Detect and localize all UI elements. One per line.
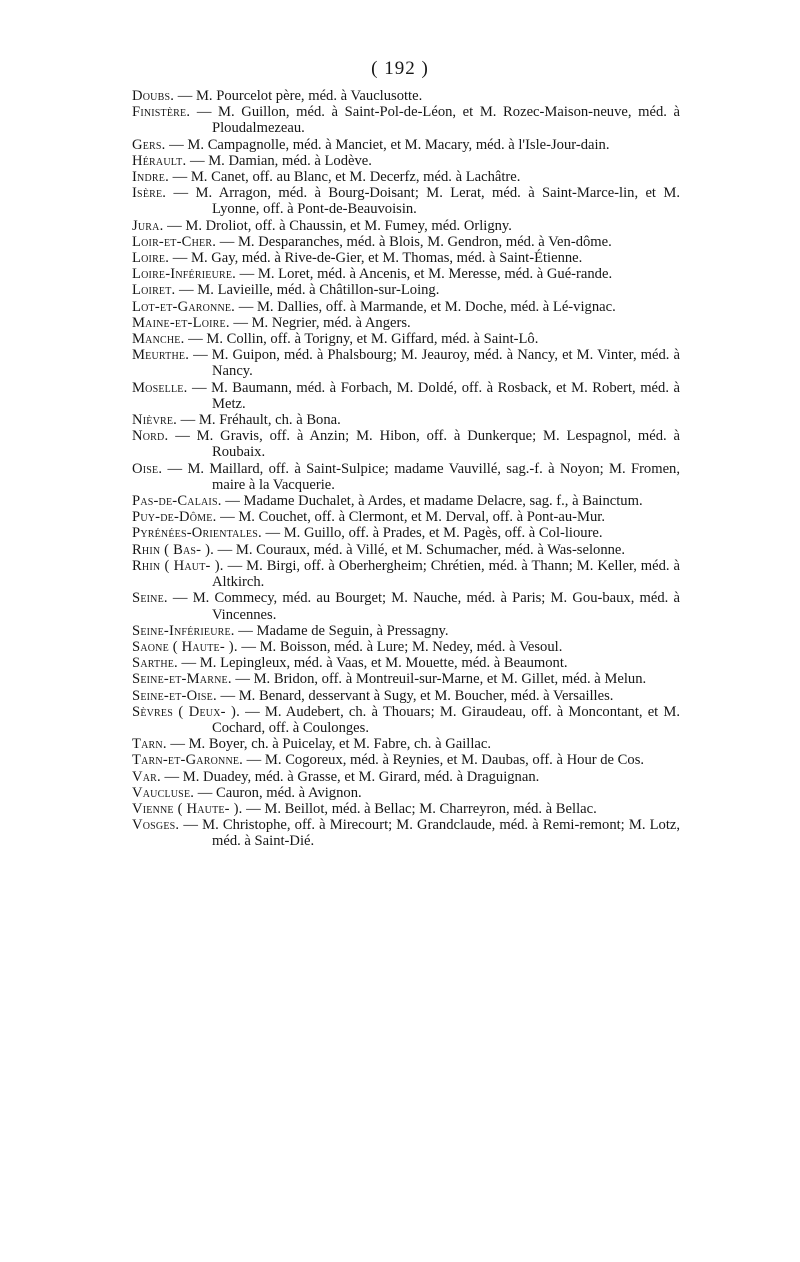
- entry-text: — M. Cogoreux, méd. à Reynies, et M. Daubas, off. à Hour de Cos.: [243, 752, 645, 769]
- department-name: Var.: [132, 768, 161, 785]
- entry-text: — M. Arragon, méd. à Bourg-Doisant; M. Lerat, méd. à Saint-Marce-lin, et M. Lyonne, off. à Pont-de-Beauvoisin.: [166, 185, 680, 218]
- list-item: [132, 234, 680, 250]
- department-name: Vaucluse.: [132, 784, 195, 801]
- department-name: Loire-Inférieure.: [132, 266, 237, 283]
- department-name: Tarn.: [132, 736, 167, 753]
- list-item: [132, 493, 680, 509]
- entry-text: — M. Gay, méd. à Rive-de-Gier, et M. Thomas, méd. à Saint-Étienne.: [169, 250, 583, 267]
- department-name: Puy-de-Dôme.: [132, 509, 217, 526]
- department-name: Sarthe.: [132, 655, 178, 672]
- list-item: [132, 704, 680, 736]
- department-name: Vienne ( Haute- ).: [132, 800, 243, 817]
- list-item: [132, 347, 680, 379]
- department-name: Finistère.: [132, 104, 191, 121]
- entry-text: — M. Maillard, off. à Saint-Sulpice; madame Vauvillé, sag.-f. à Noyon; M. Fromen, maire à la Vacquerie.: [162, 460, 680, 493]
- list-item: [132, 461, 680, 493]
- entry-text: — M. Fréhault, ch. à Bona.: [177, 412, 341, 429]
- department-name: Tarn-et-Garonne.: [132, 752, 244, 769]
- list-item: [132, 623, 680, 639]
- department-name: Loire.: [132, 250, 170, 267]
- entry-text: — Madame de Seguin, à Pressagny.: [234, 622, 449, 639]
- entry-text: — M. Collin, off. à Torigny, et M. Giffard, méd. à Saint-Lô.: [184, 331, 539, 348]
- list-item: [132, 185, 680, 217]
- list-item: [132, 380, 680, 412]
- department-name: Seine-et-Marne.: [132, 671, 232, 688]
- list-item: [132, 218, 680, 234]
- entry-text: — M. Lepingleux, méd. à Vaas, et M. Mouette, méd. à Beaumont.: [177, 655, 568, 672]
- department-name: Hérault.: [132, 152, 187, 169]
- entry-text: — M. Canet, off. au Blanc, et M. Decerfz, méd. à Lachâtre.: [168, 169, 521, 186]
- entry-text: — M. Campagnolle, méd. à Manciet, et M. Macary, méd. à l'Isle-Jour-dain.: [165, 136, 610, 153]
- entry-text: — M. Couraux, méd. à Villé, et M. Schumacher, méd. à Was-selonne.: [214, 541, 626, 558]
- department-name: Pas-de-Calais.: [132, 493, 222, 510]
- department-name: Moselle.: [132, 379, 188, 396]
- entry-text: — M. Loret, méd. à Ancenis, et M. Meresse, méd. à Gué-rande.: [236, 266, 613, 283]
- list-item: [132, 525, 680, 541]
- entry-list: [132, 88, 680, 850]
- department-name: Sèvres ( Deux- ).: [132, 703, 240, 720]
- entry-text: — M. Audebert, ch. à Thouars; M. Giraudeau, off. à Moncontant, et M. Cochard, off. à Coulonges.: [212, 703, 681, 736]
- list-item: [132, 752, 680, 768]
- entry-text: — M. Commecy, méd. au Bourget; M. Nauche, méd. à Paris; M. Gou-baux, méd. à Vincennes.: [167, 590, 680, 623]
- department-name: Loiret.: [132, 282, 176, 299]
- entry-text: — M. Dallies, off. à Marmande, et M. Doche, méd. à Lé-vignac.: [235, 298, 616, 315]
- department-name: Jura.: [132, 217, 164, 234]
- list-item: [132, 639, 680, 655]
- list-item: [132, 315, 680, 331]
- entry-text: — M. Boyer, ch. à Puicelay, et M. Fabre, ch. à Gaillac.: [166, 736, 491, 753]
- list-item: [132, 801, 680, 817]
- department-name: Pyrénées-Orientales.: [132, 525, 262, 542]
- list-item: [132, 331, 680, 347]
- list-item: [132, 88, 680, 104]
- department-name: Seine-Inférieure.: [132, 622, 235, 639]
- department-name: Loir-et-Cher.: [132, 233, 217, 250]
- department-name: Isère.: [132, 185, 167, 202]
- department-name: Nord.: [132, 428, 169, 445]
- list-item: [132, 736, 680, 752]
- entry-text: — M. Lavieille, méd. à Châtillon-sur-Loing.: [175, 282, 440, 299]
- entry-text: — M. Duadey, méd. à Grasse, et M. Girard, méd. à Draguignan.: [160, 768, 540, 785]
- page-number: ( 192 ): [371, 58, 429, 79]
- list-item: [132, 542, 680, 558]
- list-item: [132, 671, 680, 687]
- list-item: [132, 299, 680, 315]
- entry-text: — M. Boisson, méd. à Lure; M. Nedey, méd. à Vesoul.: [237, 638, 563, 655]
- list-item: [132, 785, 680, 801]
- department-name: Nièvre.: [132, 412, 178, 429]
- department-name: Indre.: [132, 169, 169, 186]
- entry-text: — M. Droliot, off. à Chaussin, et M. Fumey, méd. Orligny.: [163, 217, 512, 234]
- entry-text: — M. Guipon, méd. à Phalsbourg; M. Jeauroy, méd. à Nancy, et M. Vinter, méd. à Nancy.: [189, 347, 680, 380]
- department-name: Oise.: [132, 460, 163, 477]
- department-name: Meurthe.: [132, 347, 190, 364]
- department-name: Rhin ( Bas- ).: [132, 541, 214, 558]
- entry-text: — M. Damian, méd. à Lodève.: [186, 152, 372, 169]
- department-name: Gers.: [132, 136, 166, 153]
- list-item: [132, 266, 680, 282]
- department-name: Seine-et-Oise.: [132, 687, 217, 704]
- entry-text: — M. Birgi, off. à Oberhergheim; Chrétien, méd. à Thann; M. Keller, méd. à Altkirch.: [212, 557, 680, 591]
- department-name: Rhin ( Haut- ).: [132, 557, 224, 574]
- list-item: [132, 250, 680, 266]
- list-item: [132, 655, 680, 671]
- list-item: [132, 688, 680, 704]
- list-item: [132, 153, 680, 169]
- list-item: [132, 137, 680, 153]
- department-name: Maine-et-Loire.: [132, 314, 230, 331]
- department-name: Vosges.: [132, 817, 180, 834]
- entry-text: — M. Desparanches, méd. à Blois, M. Gendron, méd. à Ven-dôme.: [216, 233, 612, 250]
- entry-text: — M. Pourcelot père, méd. à Vauclusotte.: [174, 88, 423, 104]
- department-name: Lot-et-Garonne.: [132, 298, 236, 315]
- department-name: Doubs.: [132, 88, 175, 104]
- list-item: [132, 509, 680, 525]
- entry-text: — Cauron, méd. à Avignon.: [194, 784, 362, 801]
- list-item: [132, 590, 680, 622]
- entry-text: — M. Beillot, méd. à Bellac; M. Charreyron, méd. à Bellac.: [242, 800, 597, 817]
- entry-text: — M. Negrier, méd. à Angers.: [229, 314, 411, 331]
- list-item: [132, 412, 680, 428]
- list-item: [132, 817, 680, 849]
- entry-text: — M. Benard, desservant à Sugy, et M. Boucher, méd. à Versailles.: [216, 687, 614, 704]
- entry-text: — M. Bridon, off. à Montreuil-sur-Marne, et M. Gillet, méd. à Melun.: [231, 671, 647, 688]
- entry-text: — M. Gravis, off. à Anzin; M. Hibon, off. à Dunkerque; M. Lespagnol, méd. à Roubaix.: [168, 428, 680, 461]
- list-item: [132, 282, 680, 298]
- department-name: Seine.: [132, 590, 168, 607]
- entry-text: — M. Baumann, méd. à Forbach, M. Doldé, off. à Rosback, et M. Robert, méd. à Metz.: [187, 379, 680, 412]
- list-item: [132, 558, 680, 590]
- list-item: [132, 169, 680, 185]
- entry-text: — M. Guillo, off. à Prades, et M. Pagès, off. à Col-lioure.: [261, 525, 603, 542]
- entry-text: — M. Couchet, off. à Clermont, et M. Derval, off. à Pont-au-Mur.: [216, 509, 605, 526]
- list-item: [132, 428, 680, 460]
- list-item: [132, 769, 680, 785]
- department-name: Saone ( Haute- ).: [132, 638, 238, 655]
- list-item: [132, 104, 680, 136]
- entry-text: — M. Guillon, méd. à Saint-Pol-de-Léon, et M. Rozec-Maison-neuve, méd. à Ploudalmezeau.: [190, 104, 680, 137]
- entry-text: — M. Christophe, off. à Mirecourt; M. Grandclaude, méd. à Remi-remont; M. Lotz, méd. à Saint-Dié.: [179, 817, 680, 850]
- department-name: Manche.: [132, 331, 185, 348]
- entry-text: — Madame Duchalet, à Ardes, et madame Delacre, sag. f., à Bainctum.: [221, 493, 643, 510]
